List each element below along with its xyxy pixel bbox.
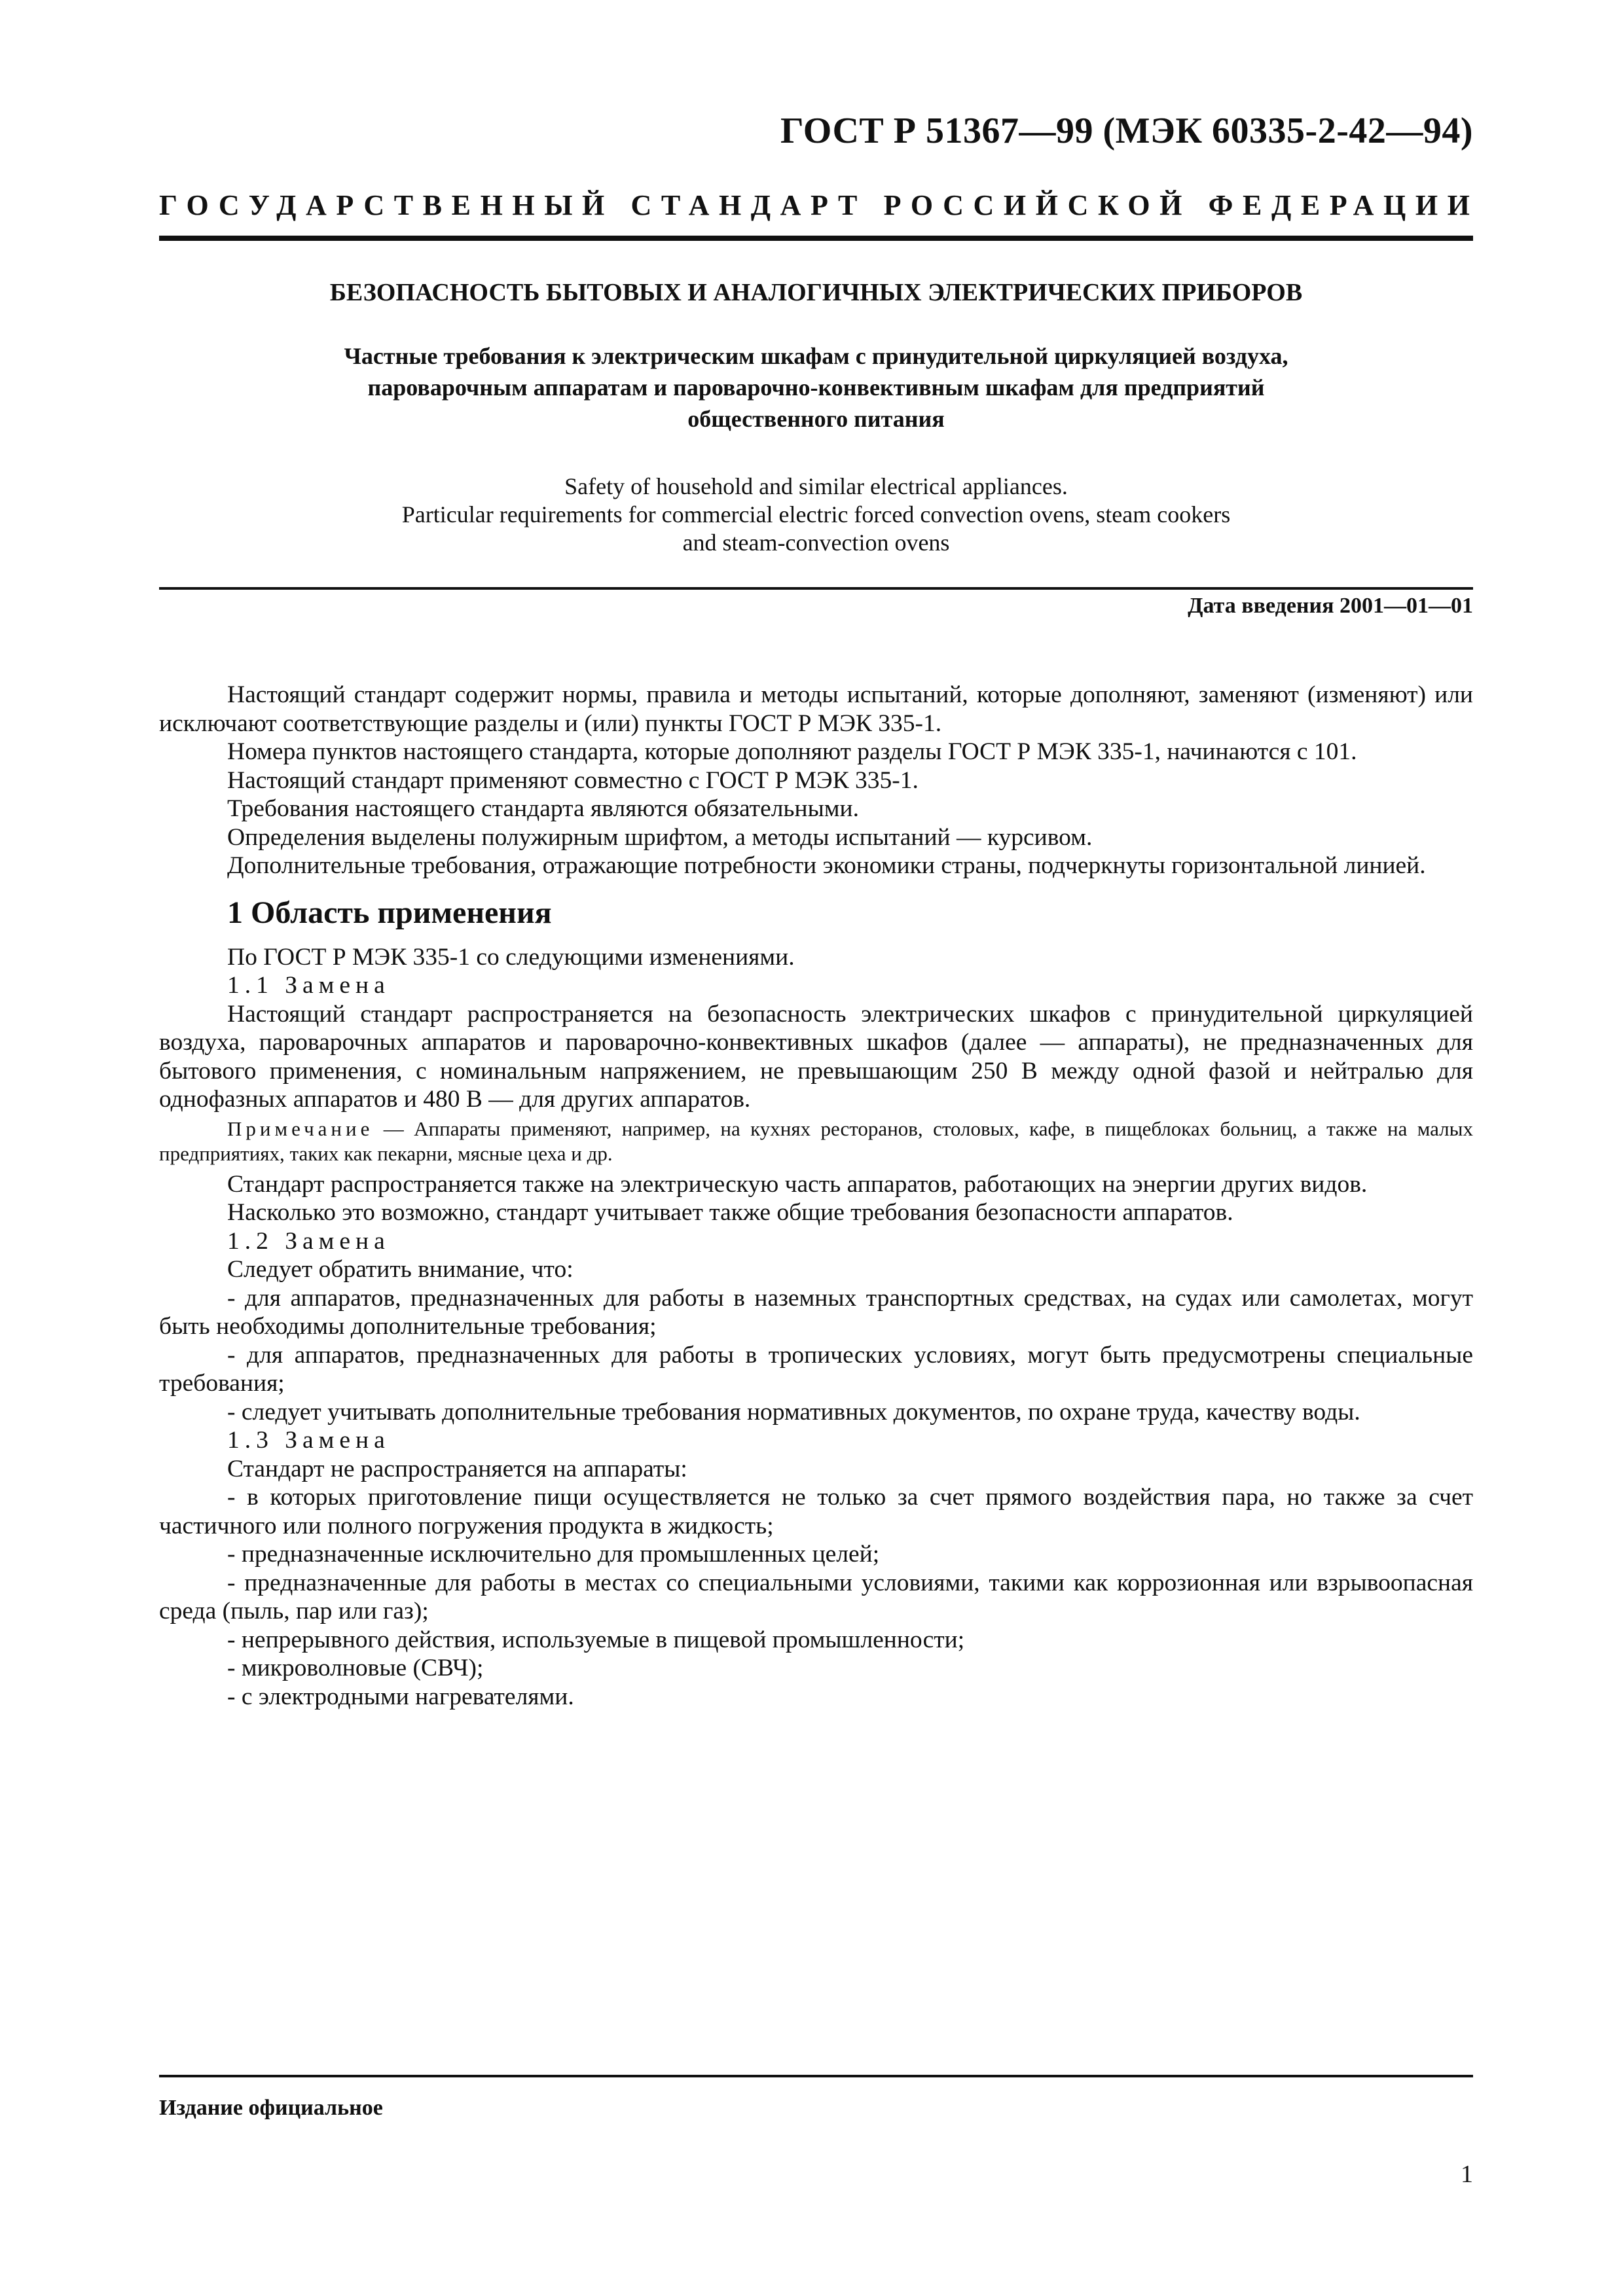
list-item: - в которых приготовление пищи осуществляется не только за счет прямого воздействия пара, но также за счет частичного или полного погружения продукта в жидкость; bbox=[159, 1484, 1473, 1539]
list-item: - с электродными нагревателями. bbox=[227, 1683, 574, 1710]
clause-label: 1.2 Замена bbox=[227, 1227, 390, 1255]
list-item: - непрерывного действия, используемые в пищевой промышленности; bbox=[227, 1626, 965, 1653]
subtitle-line: общественного питания bbox=[687, 406, 945, 432]
clause-label: 1.3 Замена bbox=[227, 1427, 390, 1454]
english-title-line: Safety of household and similar electrical appliances. bbox=[564, 473, 1068, 499]
clause-paragraph: Настоящий стандарт распространяется на безопасность электрических шкафов с принудительной циркуляцией воздуха, пароварочных аппаратов и пароварочно-конвективных шкафов (далее — аппараты), не предназначенных для бытового применения, с номинальным напряжением, не превышающим 250 В между одной фазой и нейтралью для однофазных аппаратов и 480 В — для других аппаратов. bbox=[159, 1000, 1473, 1113]
intro-paragraph: Требования настоящего стандарта являются обязательными. bbox=[227, 795, 859, 822]
edition-label: Издание официальное bbox=[159, 2096, 383, 2120]
footer-rule bbox=[159, 2075, 1473, 2077]
list-item: - предназначенные для работы в местах со специальными условиями, такими как коррозионная или взрывоопасная среда (пыль, пар или газ); bbox=[159, 1569, 1473, 1624]
list-item: - для аппаратов, предназначенных для работы в тропических условиях, могут быть предусмотрены специальные требования; bbox=[159, 1341, 1473, 1397]
page-number: 1 bbox=[1461, 2161, 1473, 2188]
document-body bbox=[159, 681, 1473, 1711]
intro-paragraph: Номера пунктов настоящего стандарта, которые дополняют разделы ГОСТ Р МЭК 335-1, начинаются с 101. bbox=[227, 738, 1357, 765]
intro-paragraph: Дополнительные требования, отражающие потребности экономики страны, подчеркнуты горизонтальной линией. bbox=[227, 852, 1426, 879]
note bbox=[159, 1117, 1473, 1166]
subtitle-line: Частные требования к электрическим шкафам с принудительной циркуляцией воздуха, bbox=[344, 343, 1288, 369]
list-item: - предназначенные исключительно для промышленных целей; bbox=[227, 1541, 880, 1568]
clause-paragraph: Стандарт распространяется также на электрическую часть аппаратов, работающих на энергии других видов. bbox=[227, 1170, 1368, 1198]
note-text: — Аппараты применяют, например, на кухнях ресторанов, столовых, кафе, в пищеблоках больниц, а также на малых предприятиях, таких как пекарни, мясные цеха и др. bbox=[159, 1117, 1473, 1165]
clause-paragraph: Насколько это возможно, стандарт учитывает также общие требования безопасности аппаратов. bbox=[227, 1199, 1233, 1226]
english-title bbox=[159, 473, 1473, 557]
clause-paragraph: Следует обратить внимание, что: bbox=[227, 1256, 574, 1283]
section-lead: По ГОСТ Р МЭК 335-1 со следующими изменениями. bbox=[227, 943, 795, 971]
clause-label: 1.1 Замена bbox=[227, 972, 390, 999]
document-code: ГОСТ Р 51367—99 (МЭК 60335-2-42—94) bbox=[780, 111, 1473, 151]
list-item: - для аппаратов, предназначенных для работы в наземных транспортных средствах, на судах или самолетах, могут быть необходимы дополнительные требования; bbox=[159, 1284, 1473, 1340]
english-title-line: and steam-convection ovens bbox=[682, 529, 950, 556]
introduction-date: Дата введения 2001—01—01 bbox=[1188, 594, 1473, 618]
list-item: - следует учитывать дополнительные требования нормативных документов, по охране труда, качеству воды. bbox=[227, 1398, 1360, 1426]
standard-subtitle bbox=[159, 340, 1473, 435]
subtitle-line: пароварочным аппаратам и пароварочно-конвективным шкафам для предприятий bbox=[367, 374, 1265, 401]
intro-paragraph: Определения выделены полужирным шрифтом, а методы испытаний — курсивом. bbox=[227, 823, 1093, 851]
intro-paragraph: Настоящий стандарт содержит нормы, правила и методы испытаний, которые дополняют, заменяют (изменяют) или исключают соответствующие разделы и (или) пункты ГОСТ Р МЭК 335-1. bbox=[159, 681, 1473, 737]
section-heading: 1 Область применения bbox=[227, 895, 552, 930]
intro-paragraph: Настоящий стандарт применяют совместно с ГОСТ Р МЭК 335-1. bbox=[227, 766, 919, 794]
title-rule bbox=[159, 587, 1473, 590]
note-label: Примечание bbox=[227, 1117, 374, 1140]
header-rule bbox=[159, 236, 1473, 241]
clause-paragraph: Стандарт не распространяется на аппараты: bbox=[227, 1455, 687, 1482]
document-page bbox=[159, 0, 1480, 2296]
standard-title: БЕЗОПАСНОСТЬ БЫТОВЫХ И АНАЛОГИЧНЫХ ЭЛЕКТРИЧЕСКИХ ПРИБОРОВ bbox=[329, 279, 1303, 306]
state-standard-banner: ГОСУДАРСТВЕННЫЙ СТАНДАРТ РОССИЙСКОЙ ФЕДЕРАЦИИ bbox=[159, 189, 1480, 221]
list-item: - микроволновые (СВЧ); bbox=[227, 1655, 484, 1681]
english-title-line: Particular requirements for commercial electric forced convection ovens, steam cookers bbox=[401, 501, 1231, 528]
